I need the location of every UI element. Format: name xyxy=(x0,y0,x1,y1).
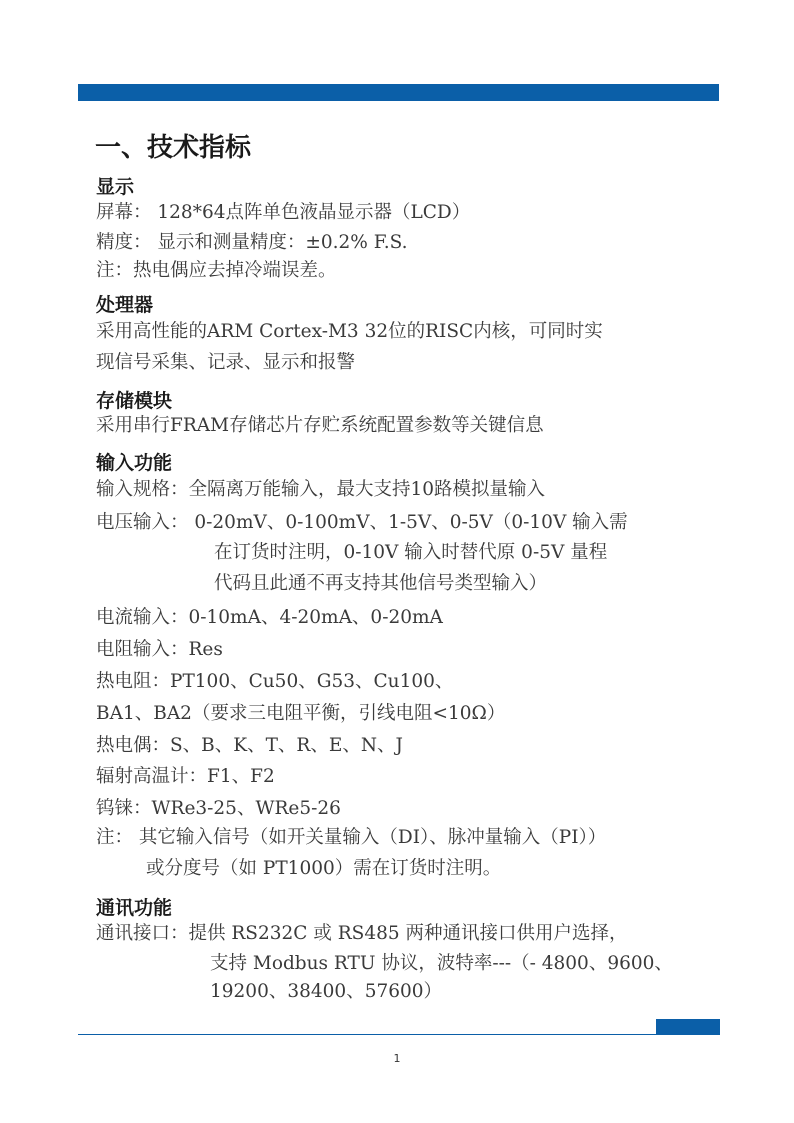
storage-line-1: 采用串行FRAM存储芯片存贮系统配置参数等关键信息 xyxy=(96,415,544,436)
input-voltage-line-1: 电压输入： 0-20mV、0-100mV、1-5V、0-5V（0-10V 输入需 xyxy=(96,512,628,533)
input-pyrometer: 辐射高温计：F1、F2 xyxy=(96,766,275,787)
input-rtd-line-2: BA1、BA2（要求三电阻平衡，引线电阻<10Ω） xyxy=(96,703,506,724)
input-note-line-2: 或分度号（如 PT1000）需在订货时注明。 xyxy=(146,858,502,879)
input-voltage-line-3: 代码且此通不再支持其他信号类型输入） xyxy=(214,573,548,594)
page-number: 1 xyxy=(393,1052,401,1065)
footer-block xyxy=(656,1019,720,1035)
input-thermocouple: 热电偶：S、B、K、T、R、E、N、J xyxy=(96,735,403,756)
footer-line xyxy=(78,1034,656,1035)
section-heading-comm: 通讯功能 xyxy=(96,897,173,919)
display-precision: 精度： 显示和测量精度：±0.2% F.S. xyxy=(96,232,408,253)
processor-line-2: 现信号采集、记录、显示和报警 xyxy=(96,352,356,373)
input-rtd-line-1: 热电阻：PT100、Cu50、G53、Cu100、 xyxy=(96,671,454,692)
comm-line-1: 通讯接口：提供 RS232C 或 RS485 两种通讯接口供用户选择， xyxy=(96,923,628,944)
input-current: 电流输入：0-10mA、4-20mA、0-20mA xyxy=(96,607,443,628)
page-title: 一、技术指标 xyxy=(95,133,252,163)
processor-line-1: 采用高性能的ARM Cortex-M3 32位的RISC内核，可同时实 xyxy=(96,321,603,342)
comm-line-2: 支持 Modbus RTU 协议，波特率---（- 4800、9600、 xyxy=(210,953,673,974)
display-note: 注：热电偶应去掉冷端误差。 xyxy=(96,260,337,281)
input-resistance: 电阻输入：Res xyxy=(96,639,223,660)
display-screen: 屏幕： 128*64点阵单色液晶显示器（LCD） xyxy=(96,202,471,223)
input-spec: 输入规格：全隔离万能输入，最大支持10路模拟量输入 xyxy=(96,479,546,500)
section-heading-input: 输入功能 xyxy=(96,452,173,474)
input-tungsten-rhenium: 钨铼：WRe3-25、WRe5-26 xyxy=(96,798,341,819)
comm-line-3: 19200、38400、57600） xyxy=(210,981,443,1002)
input-voltage-line-2: 在订货时注明，0-10V 输入时替代原 0-5V 量程 xyxy=(214,542,608,563)
input-note-line-1: 注： 其它输入信号（如开关量输入（DI）、脉冲量输入（PI）） xyxy=(96,827,607,848)
section-heading-display: 显示 xyxy=(96,176,135,198)
header-bar xyxy=(78,84,719,101)
section-heading-storage: 存储模块 xyxy=(96,390,173,412)
section-heading-processor: 处理器 xyxy=(96,294,154,316)
